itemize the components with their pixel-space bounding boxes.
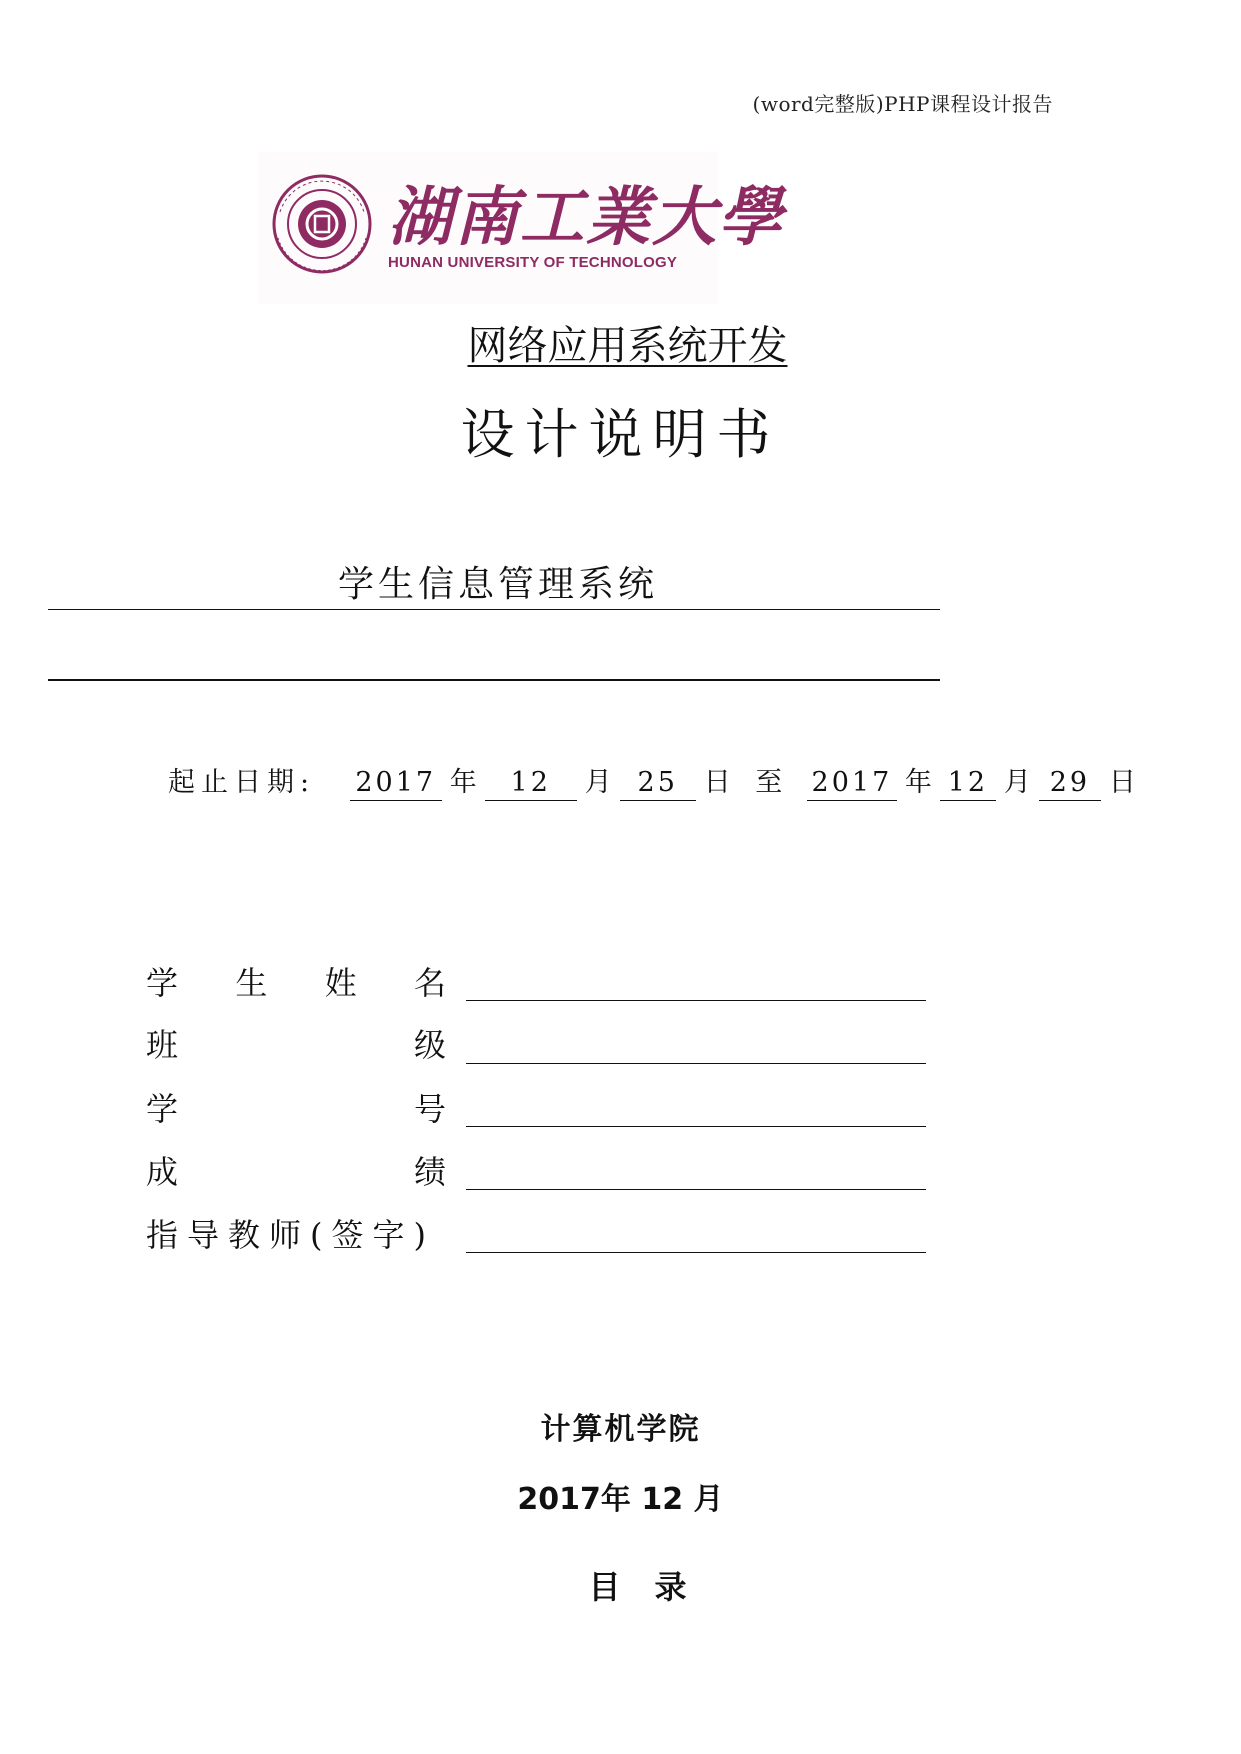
course-title-text: 网络应用系统开发 — [467, 323, 788, 369]
year-unit-2: 年 — [904, 767, 932, 798]
advisor-label: 指导教师(签字) — [146, 1216, 435, 1254]
grade-label: 成 绩 — [146, 1153, 446, 1191]
start-day: 25 — [620, 767, 696, 801]
class-label: 班 级 — [146, 1026, 446, 1064]
end-month: 12 — [940, 767, 996, 801]
course-title — [0, 314, 1241, 371]
end-year: 2017 — [807, 767, 897, 801]
date-range-label: 起止日期: — [168, 767, 316, 798]
month-unit-2: 月 — [1003, 767, 1031, 798]
start-month: 12 — [485, 767, 577, 801]
cover-date: 2017年 12 月 — [517, 1482, 724, 1517]
document-title: 设计说明书 — [460, 403, 781, 466]
university-name-en: HUNAN UNIVERSITY OF TECHNOLOGY — [388, 254, 678, 271]
grade-line — [466, 1189, 926, 1190]
class-line — [466, 1063, 926, 1064]
day-unit-2: 日 — [1108, 767, 1136, 798]
year-unit: 年 — [449, 767, 477, 798]
month-unit: 月 — [584, 767, 612, 798]
student-name-label: 学 生 姓 名 — [146, 964, 446, 1002]
student-id-label: 学 号 — [146, 1090, 446, 1128]
advisor-line — [466, 1252, 926, 1253]
student-name-line — [466, 1000, 926, 1001]
end-day: 29 — [1039, 767, 1101, 801]
to-label: 至 — [755, 767, 783, 798]
university-name-cn: 湖南工業大學 — [388, 180, 784, 255]
date-range-row — [168, 760, 1144, 801]
page-header: (word完整版)PHP课程设计报告 — [752, 92, 1053, 116]
project-title: 学生信息管理系统 — [338, 564, 659, 605]
toc-heading: 目录 — [588, 1568, 721, 1606]
university-seal-icon — [258, 152, 388, 304]
start-year: 2017 — [350, 767, 442, 801]
student-id-line — [466, 1126, 926, 1127]
blank-title-line — [48, 679, 940, 681]
day-unit: 日 — [703, 767, 731, 798]
college-name: 计算机学院 — [540, 1412, 701, 1447]
university-logo — [258, 152, 784, 304]
project-title-underline — [48, 609, 940, 610]
